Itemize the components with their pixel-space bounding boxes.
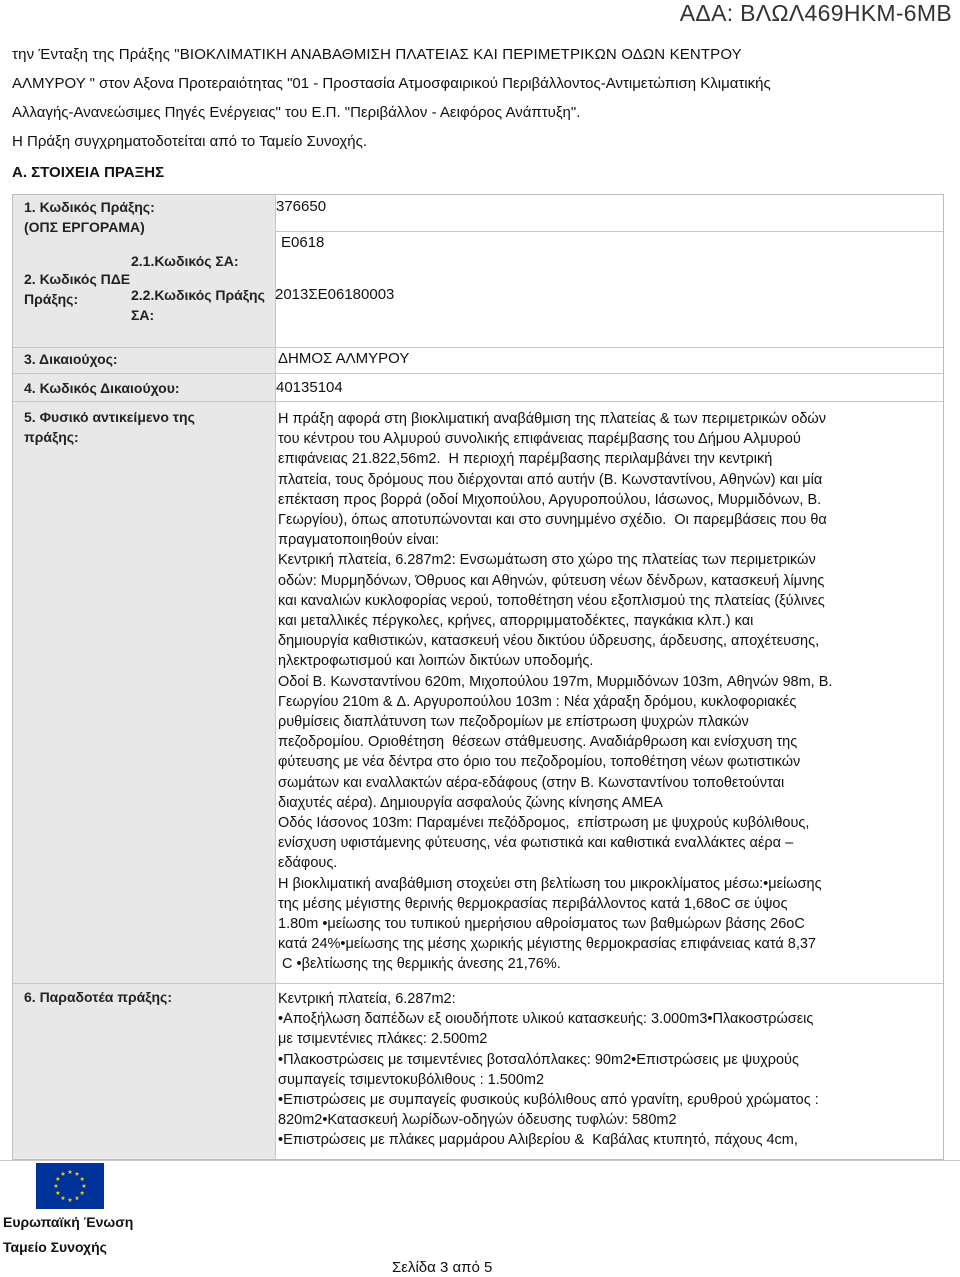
code-label-line: 1. Κωδικός Πράξης:	[24, 199, 155, 215]
physical-object-description	[278, 409, 918, 975]
intro-line: Η Πράξη συγχρηματοδοτείται από το Ταμείο Συνοχής.	[12, 133, 368, 150]
fund-label: Ταμείο Συνοχής	[3, 1239, 107, 1255]
row-divider	[275, 231, 943, 232]
description-line: οδών: Μυρμηδόνων, Όθρυος και Αθηνών, φύτευση νέων δένδρων, κατασκευή λίμνης	[278, 572, 825, 589]
deliverable-line: συμπαγείς τσιμεντοκυβόλιθους : 1.500m2	[278, 1071, 545, 1088]
deliverable-line: •Πλακοστρώσεις με τσιμεντένιες βοτσαλόπλακες: 90m2•Επιστρώσεις με ψυχρούς	[278, 1051, 799, 1068]
description-line: ρυθμίσεις διαπλάτυνση των πεζοδρομίων με επίστρωση ψυχρών πλακών	[278, 714, 749, 731]
physical-object-label	[24, 407, 195, 447]
code-label	[24, 197, 155, 237]
description-line: πεζοδρομίου. Οριοθέτηση θέσεων στάθμευσης. Αναδιάρθρωση και ενίσχυση της	[278, 734, 798, 751]
description-line: ηλεκτροφωτισμού και λοιπών δικτύων υποδομής.	[278, 653, 594, 670]
code-value: 376650	[276, 198, 327, 215]
description-line: Γεωργίου 210m & Δ. Αργυροπούλου 103m : Νέα χάραξη δρόμου, κυκλοφοριακές	[278, 693, 797, 710]
deliverable-line: •Επιστρώσεις με πλάκες μαρμάρου Αλιβερίου & Καβάλας κτυπητό, πάχους 4cm,	[278, 1132, 798, 1149]
beneficiary-code-label: 4. Κωδικός Δικαιούχου:	[24, 380, 180, 396]
intro-line: Αλλαγής-Ανανεώσιμες Πηγές Ενέργειας" του Ε.Π. "Περιβάλλον - Αειφόρος Ανάπτυξη".	[12, 104, 581, 121]
sa-code-label: 2.1.Κωδικός ΣΑ:	[131, 253, 239, 269]
section-heading: Α. ΣΤΟΙΧΕΙΑ ΠΡΑΞΗΣ	[12, 164, 165, 181]
sa-project-code-label	[131, 285, 265, 325]
description-line: δημιουργία καθιστικών, κατασκευή νέου δικτύου ύδρευσης, άρδευσης, αποχέτευσης,	[278, 633, 820, 650]
description-line: και καναλιών κυκλοφορίας νερού, τοποθέτηση νέου εξοπλισμού της πλατείας (ξύλινες	[278, 592, 825, 609]
footer-rule	[0, 1160, 960, 1161]
description-line: και μεταλλικές πέργκολες, κρήνες, απορριμματοδέκτες, παγκάκια κλπ.) και	[278, 613, 754, 630]
description-line: Κεντρική πλατεία, 6.287m2: Ενσωμάτωση στο χώρο της πλατείας των περιμετρικών	[278, 552, 816, 569]
intro-line: ΑΛΜΥΡΟΥ " στον Αξονα Προτεραιότητας "01 - Προστασία Ατμοσφαιρικού Περιβάλλοντος-Αντιμετώπιση Κλιματικής	[12, 75, 771, 92]
description-line: ενίσχυση υφιστάμενης φύτευσης, νέα φωτιστικά και καθιστικά εναλλάκτες αέρα –	[278, 835, 794, 852]
row-divider	[13, 373, 943, 374]
pde-code-label-line: 2. Κωδικός ΠΔΕ	[24, 271, 131, 287]
beneficiary-label: 3. Δικαιούχος:	[24, 351, 118, 367]
sa-project-code-label-line: ΣΑ:	[131, 307, 155, 323]
beneficiary-value: ΔΗΜΟΣ ΑΛΜΥΡΟΥ	[278, 350, 410, 367]
label-column	[13, 195, 275, 1159]
description-line: Οδοί Β. Κωνσταντίνου 620m, Μιχοπούλου 197m, Μυρμιδόνων 103m, Αθηνών 98m, Β.	[278, 673, 833, 690]
description-line: Η βιοκλιματική αναβάθμιση στοχεύει στη βελτίωση του μικροκλίματος μέσω:•μείωσης	[278, 875, 822, 892]
deliverable-line: •Επιστρώσεις με συμπαγείς φυσικούς κυβόλιθους από γρανίτη, ερυθρού χρώματος :	[278, 1092, 819, 1109]
column-divider	[275, 195, 276, 1159]
sa-project-code-value: 2013ΣΕ06180003	[275, 286, 395, 303]
deliverable-line: Κεντρική πλατεία, 6.287m2:	[278, 991, 456, 1007]
beneficiary-code-value: 40135104	[276, 379, 343, 396]
physical-object-label-line: πράξης:	[24, 429, 79, 445]
description-line: Η πράξη αφορά στη βιοκλιματική αναβάθμιση της πλατείας & των περιμετρικών οδών	[278, 411, 826, 427]
page-number: Σελίδα 3 από 5	[392, 1259, 493, 1276]
description-line: Γεωργίου), όπως αποτυπώνονται και στο συνημμένο σχέδιο. Οι παρεμβάσεις που θα	[278, 512, 827, 529]
description-line: κατά 24%•μείωσης της μέσης χωρικής μέγιστης θερμοκρασίας επιφάνειας κατά 8,37	[278, 936, 816, 953]
description-line: C •βελτίωσης της θερμικής άνεσης 21,76%.	[278, 956, 561, 973]
eu-label: Ευρωπαϊκή Ένωση	[3, 1214, 134, 1230]
ada-code: ΑΔΑ: ΒΛΩΛ469ΗΚΜ-6ΜΒ	[679, 0, 952, 26]
deliverable-line: •Αποξήλωση δαπέδων εξ οιουδήποτε υλικού κατασκευής: 3.000m3•Πλακοστρώσεις	[278, 1011, 814, 1028]
row-divider	[13, 983, 943, 984]
description-line: σωμάτων και εναλλακτών αέρα-εδάφους (στην Β. Κωνσταντίνου τοποθετούνται	[278, 774, 785, 791]
deliverables-description	[278, 989, 918, 1151]
deliverable-line: με τσιμεντένιες πλάκες: 2.500m2	[278, 1031, 488, 1048]
description-line: της μέσης μέγιστης θερινής θερμοκρασίας περιβάλλοντος κατά 1,68oC σε ύψος	[278, 895, 788, 912]
eu-flag-icon	[36, 1163, 104, 1209]
physical-object-label-line: 5. Φυσικό αντικείμενο της	[24, 409, 195, 425]
sa-code-value: Ε0618	[281, 234, 325, 251]
pde-code-label-line: Πράξης:	[24, 291, 79, 307]
description-line: πλατεία, τους δρόμους που διέρχονται από αυτήν (Β. Κωνσταντίνου, Αθηνών) και μία	[278, 471, 823, 488]
description-line: εδάφους.	[278, 855, 338, 872]
description-line: Οδός Ιάσονος 103m: Παραμένει πεζόδρομος, επίστρωση με ψυχρούς κυβόλιθους,	[278, 815, 810, 832]
description-line: 1.80m •μείωσης του τυπικού ημερήσιου αθροίσματος των βαθμώρων βάσης 26oC	[278, 916, 805, 933]
deliverables-label: 6. Παραδοτέα πράξης:	[24, 989, 172, 1005]
description-line: επέκταση προς βορρά (οδοί Μιχοπούλου, Αργυροπούλου, Ιάσωνος, Μυρμιδόνων, Β.	[278, 491, 822, 508]
description-line: του κέντρου του Αλμυρού συνολικής επιφάνειας παρέμβασης του Δήμου Αλμυρού	[278, 431, 801, 448]
row-divider	[13, 401, 943, 402]
project-details-table	[12, 194, 944, 1160]
pde-code-label	[24, 269, 130, 309]
description-line: φύτευσης με νέα δέντρα στο όριο του πεζοδρομίου, τοποθέτηση νέων φωτιστικών	[278, 754, 801, 771]
code-label-line: (ΟΠΣ ΕΡΓΟΡΑΜΑ)	[24, 219, 145, 235]
sa-project-code-label-line: 2.2.Κωδικός Πράξης	[131, 287, 265, 303]
row-divider	[13, 347, 943, 348]
description-line: διαχυτές αέρα). Δημιουργία ασφαλούς ζώνης κίνησης ΑΜΕΑ	[278, 794, 663, 811]
description-line: πραγματοποιηθούν είναι:	[278, 532, 440, 549]
description-line: επιφάνειας 21.822,56m2. Η περιοχή παρέμβασης περιλαμβάνει την κεντρική	[278, 451, 773, 468]
intro-line: την Ένταξη της Πράξης "ΒΙΟΚΛΙΜΑΤΙΚΗ ΑΝΑΒΑΘΜΙΣΗ ΠΛΑΤΕΙΑΣ ΚΑΙ ΠΕΡΙΜΕΤΡΙΚΩΝ ΟΔΩΝ ΚΕΝΤΡΟΥ	[12, 46, 742, 63]
intro-paragraph	[12, 40, 942, 156]
deliverable-line: 820m2•Κατασκευή λωρίδων-οδηγών όδευσης τυφλών: 580m2	[278, 1112, 677, 1129]
